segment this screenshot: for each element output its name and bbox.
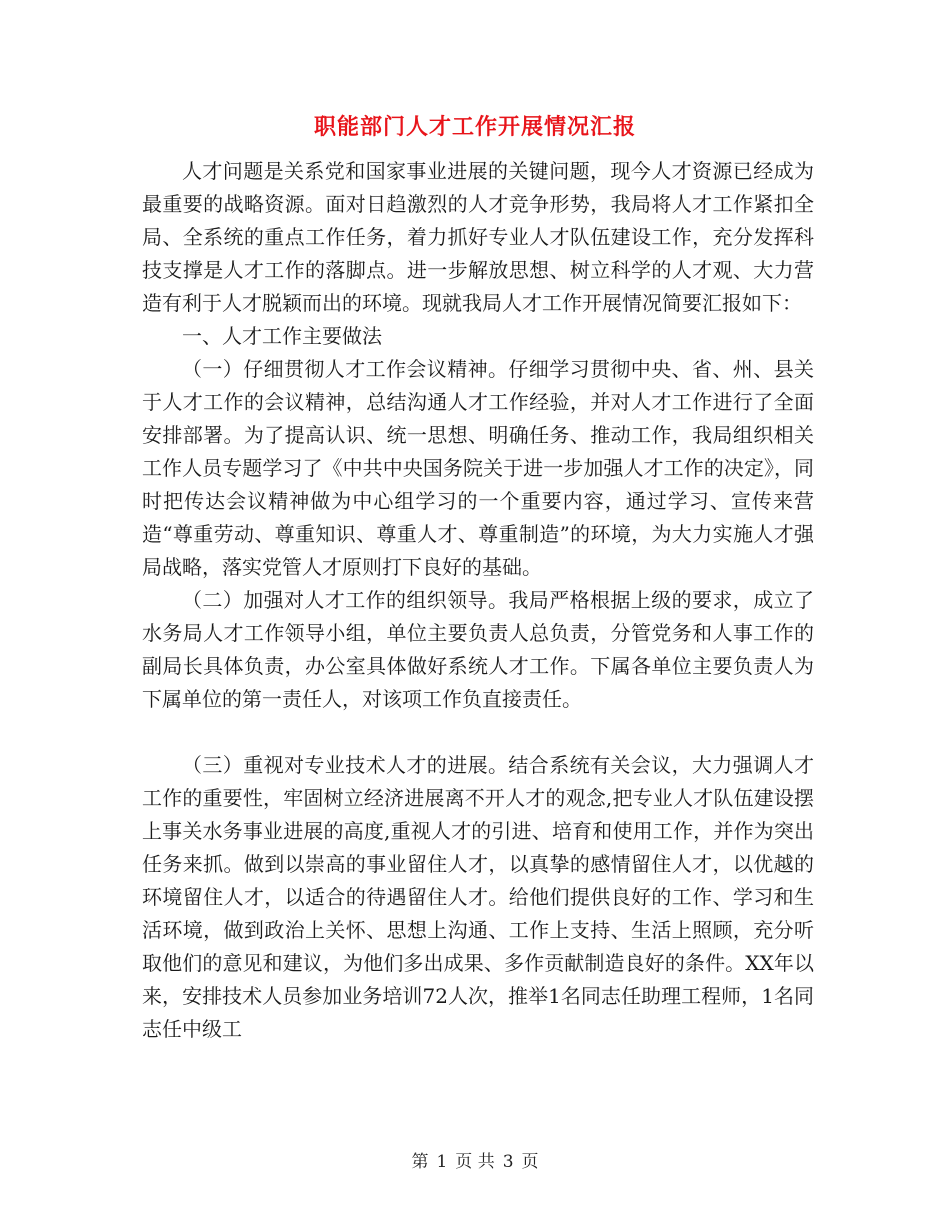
paragraph-item-3: （三）重视对专业技术人才的进展。结合系统有关会议，大力强调人才工作的重要性，牢固树立经济进展离不开人才的观念,把专业人才队伍建设摆上事关水务事业进展的高度,重视人才的引进、培育和使用工作，并作为突出任务来抓。做到以崇高的事业留住人才，以真挚的感情留住人才，以优越的环境留住人才，以适合的待遇留住人才。给他们提供良好的工作、学习和生活环境，做到政治上关怀、思想上沟通、工作上支持、生活上照顾，充分听取他们的意见和建议，为他们多出成果、多作贡献制造良好的条件。XX年以来，安排技术人员参加业务培训72人次，推举1名同志任助理工程师，1名同志任中级工 — [142, 753, 814, 1041]
page-label-prefix: 第 — [411, 1152, 429, 1172]
paragraph-item-1: （一）仔细贯彻人才工作会议精神。仔细学习贯彻中央、省、州、县关于人才工作的会议精神，总结沟通人才工作经验，并对人才工作进行了全面安排部署。为了提高认识、统一思想、明确任务、推动工作，我局组织相关工作人员专题学习了《中共中央国务院关于进一步加强人才工作的决定》，同时把传达会议精神做为中心组学习的一个重要内容，通过学习、宣传来营造“尊重劳动、尊重知识、尊重人才、尊重制造”的环境，为大力实施人才强局战略，落实党管人才原则打下良好的基础。 — [142, 357, 814, 579]
section-heading: 一、人才工作主要做法 — [182, 324, 382, 348]
document-title: 职能部门人才工作开展情况汇报 — [313, 114, 636, 140]
page-label-suffix: 页 — [521, 1152, 539, 1172]
page-number-total: 3 — [502, 1152, 514, 1172]
page-footer — [0, 1147, 950, 1172]
page-number-current: 1 — [436, 1152, 448, 1172]
paragraph-item-2: （二）加强对人才工作的组织领导。我局严格根据上级的要求，成立了水务局人才工作领导小组，单位主要负责人总负责，分管党务和人事工作的副局长具体负责，办公室具体做好系统人才工作。下属各单位主要负责人为下属单位的第一责任人，对该项工作负直接责任。 — [142, 588, 814, 711]
paragraph-intro: 人才问题是关系党和国家事业进展的关键问题，现今人才资源已经成为最重要的战略资源。面对日趋激烈的人才竞争形势，我局将人才工作紧扣全局、全系统的重点工作任务，着力抓好专业人才队伍建设工作，充分发挥科技支撑是人才工作的落脚点。进一步解放思想、树立科学的人才观、大力营造有利于人才脱颖而出的环境。现就我局人才工作开展情况简要汇报如下： — [142, 159, 814, 315]
document-body — [142, 155, 814, 1046]
page-label-middle: 页 共 — [455, 1152, 495, 1172]
